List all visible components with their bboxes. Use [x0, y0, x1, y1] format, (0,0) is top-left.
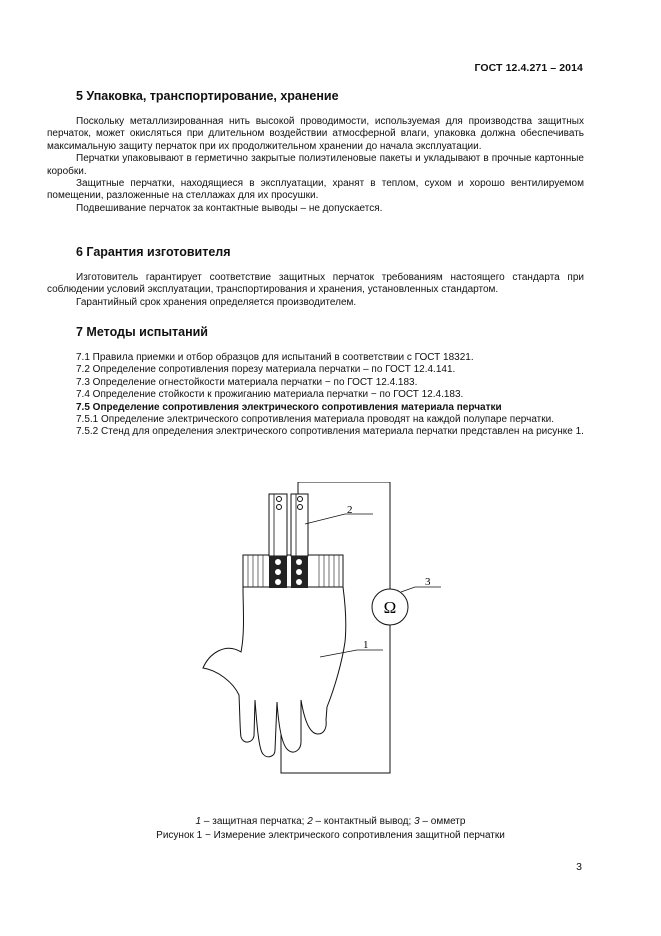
figure-1 — [195, 482, 455, 782]
contact-lead-left — [269, 494, 287, 588]
paragraph: 7.5.1 Определение электрического сопротивления материала проводят на каждой полупаре перчатки. — [76, 414, 554, 426]
leader-line — [305, 514, 373, 524]
glove-outline — [203, 587, 346, 757]
paragraph: Изготовитель гарантирует соответствие защитных перчаток требованиям настоящего стандарта при соблюдении условий эксплуатации, транспортирования и хранения, установленных стандартом. — [47, 272, 584, 296]
paragraph-bold: 7.5 Определение сопротивления электрического сопротивления материала перчатки — [76, 401, 502, 413]
paragraph: 7.4 Определение стойкости к прожиганию материала перчатки − по ГОСТ 12.4.183. — [76, 389, 464, 401]
figure-caption: Рисунок 1 − Измерение электрического сопротивления защитной перчатки — [156, 830, 505, 841]
label-glove: 1 — [363, 639, 369, 651]
label-meter: 3 — [425, 576, 431, 588]
label-contact: 2 — [347, 504, 353, 516]
section-7-body — [47, 352, 584, 439]
section-7-title: 7 Методы испытаний — [76, 325, 208, 339]
leader-line — [401, 587, 441, 592]
section-5-body — [47, 116, 584, 215]
ohm-symbol: Ω — [383, 598, 397, 617]
paragraph: Перчатки упаковывают в герметично закрытые полиэтиленовые пакеты и укладывают в прочные картонные коробки. — [47, 153, 584, 177]
paragraph: Защитные перчатки, находящиеся в эксплуатации, хранят в теплом, сухом и хорошо вентилируемом помещении, разложенные на стеллажах для их просушки. — [47, 178, 584, 202]
paragraph: Подвешивание перчаток за контактные выводы – не допускается. — [76, 202, 383, 214]
contact-lead-right — [291, 494, 308, 588]
paragraph: Гарантийный срок хранения определяется производителем. — [76, 296, 357, 308]
section-5-title: 5 Упаковка, транспортирование, хранение — [76, 89, 339, 103]
measurement-diagram — [195, 482, 455, 782]
paragraph: 7.3 Определение огнестойкости материала перчатки − по ГОСТ 12.4.183. — [76, 376, 418, 388]
paragraph: 7.2 Определение сопротивления порезу материала перчатки – по ГОСТ 12.4.141. — [76, 364, 456, 376]
paragraph: 7.5.2 Стенд для определения электрического сопротивления материала перчатки представлен на рисунке 1. — [76, 426, 584, 438]
page-number: 3 — [576, 861, 582, 873]
standard-header: ГОСТ 12.4.271 – 2014 — [474, 62, 583, 74]
section-6-title: 6 Гарантия изготовителя — [76, 245, 231, 259]
section-6-body — [47, 272, 584, 309]
paragraph: 7.1 Правила приемки и отбор образцов для испытаний в соответствии с ГОСТ 18321. — [76, 352, 474, 363]
figure-legend: 1 – защитная перчатка; 2 – контактный вывод; 3 – омметр — [195, 816, 466, 827]
paragraph: Поскольку металлизированная нить высокой проводимости, используемая для производства защитных перчаток, может окисляться при длительном воздействии атмосферной влаги, упаковка должна обеспечивать максимальную защиту перчаток при их продолжительном хранении до начала эксплуатации. — [47, 116, 584, 152]
